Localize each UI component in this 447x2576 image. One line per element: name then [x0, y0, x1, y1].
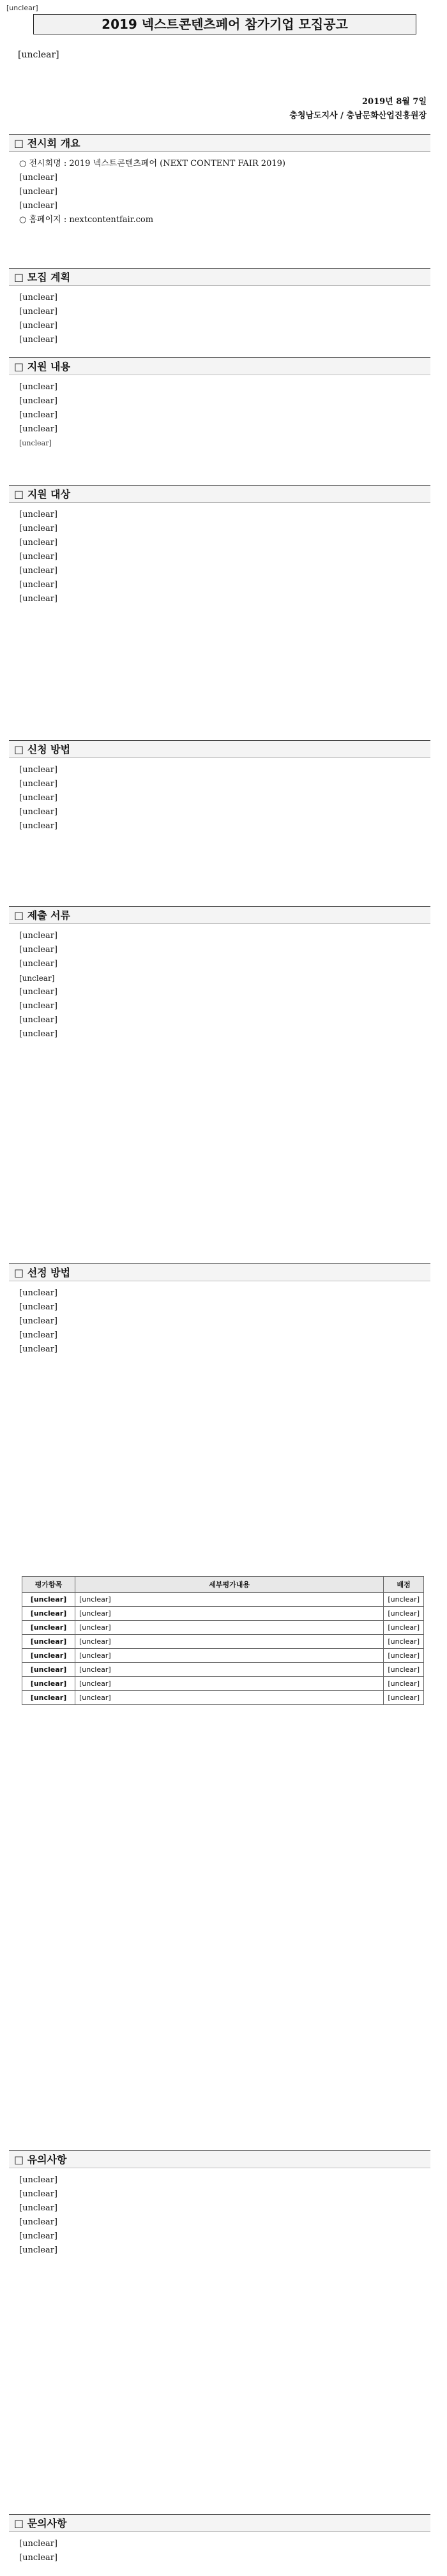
table-cell: [unclear] — [75, 1663, 384, 1677]
intro-paragraph: [unclear] — [18, 50, 59, 60]
table-row — [22, 1691, 424, 1705]
table-cell: [unclear] — [22, 1607, 75, 1621]
table-header-row — [22, 1577, 424, 1593]
table-cell: [unclear] — [384, 1635, 424, 1649]
table-cell: [unclear] — [75, 1635, 384, 1649]
table-cell: [unclear] — [384, 1677, 424, 1691]
section-overview-heading: □ 전시회 개요 — [9, 134, 430, 152]
table-cell: [unclear] — [22, 1621, 75, 1635]
page-title-text: 2019 넥스트콘텐츠페어 참가기업 모집공고 — [102, 17, 348, 32]
section-plan-body: [unclear] [unclear] [unclear] [unclear] — [19, 293, 57, 345]
table-header-detail: 세부평가내용 — [75, 1577, 384, 1593]
section-docs-body: [unclear] [unclear] [unclear] [unclear] [unclear] [unclear] [unclear] [unclear] — [19, 931, 57, 1039]
header-line: [unclear] — [6, 4, 38, 12]
section-cautions-heading: □ 유의사항 — [9, 2150, 430, 2168]
table-cell: [unclear] — [384, 1691, 424, 1705]
table-row — [22, 1635, 424, 1649]
table-cell: [unclear] — [384, 1607, 424, 1621]
table-row — [22, 1607, 424, 1621]
section-target-body: [unclear] [unclear] [unclear] [unclear] [unclear] [unclear] [unclear] — [19, 510, 57, 604]
table-cell: [unclear] — [384, 1663, 424, 1677]
section-overview-body: ○ 전시회명 : 2019 넥스트콘텐츠페어 (NEXT CONTENT FAIR 2019) [unclear] [unclear] [unclear] ○ 홈페이지 : nextcontentfair.com — [19, 159, 285, 225]
section-target-heading: □ 지원 대상 — [9, 485, 430, 503]
table-cell: [unclear] — [384, 1649, 424, 1663]
table-cell: [unclear] — [75, 1691, 384, 1705]
table-row — [22, 1649, 424, 1663]
section-support-body: [unclear] [unclear] [unclear] [unclear] [unclear] — [19, 382, 57, 447]
section-plan-heading: □ 모집 계획 — [9, 268, 430, 286]
section-contact-heading: □ 문의사항 — [9, 2514, 430, 2532]
table-cell: [unclear] — [384, 1593, 424, 1607]
table-row — [22, 1593, 424, 1607]
section-selection-heading: □ 선정 방법 — [9, 1263, 430, 1281]
table-row — [22, 1663, 424, 1677]
table-cell: [unclear] — [384, 1621, 424, 1635]
table-cell: [unclear] — [75, 1621, 384, 1635]
section-docs-heading: □ 제출 서류 — [9, 906, 430, 924]
section-selection-body: [unclear] [unclear] [unclear] [unclear] [unclear] — [19, 1288, 57, 1354]
table-header-score: 배점 — [384, 1577, 424, 1593]
section-contact-body: [unclear] [unclear] — [19, 2539, 57, 2563]
table-cell: [unclear] — [75, 1649, 384, 1663]
table-cell: [unclear] — [75, 1593, 384, 1607]
table-cell: [unclear] — [22, 1691, 75, 1705]
table-cell: [unclear] — [75, 1677, 384, 1691]
table-row — [22, 1677, 424, 1691]
section-apply-heading: □ 신청 방법 — [9, 740, 430, 758]
table-header-category: 평가항목 — [22, 1577, 75, 1593]
table-cell: [unclear] — [22, 1635, 75, 1649]
table-cell: [unclear] — [22, 1677, 75, 1691]
announcement-date: 2019년 8월 7일 — [362, 97, 427, 107]
evaluation-table — [22, 1576, 424, 1705]
issuing-organizations: 충청남도지사 / 충남문화산업진흥원장 — [289, 111, 427, 121]
table-row — [22, 1621, 424, 1635]
table-cell: [unclear] — [22, 1663, 75, 1677]
table-cell: [unclear] — [22, 1593, 75, 1607]
section-apply-body: [unclear] [unclear] [unclear] [unclear] [unclear] — [19, 765, 57, 831]
section-cautions-body: [unclear] [unclear] [unclear] [unclear] [unclear] [unclear] — [19, 2175, 57, 2255]
section-support-heading: □ 지원 내용 — [9, 357, 430, 375]
table-cell: [unclear] — [75, 1607, 384, 1621]
page-title — [33, 14, 416, 34]
table-cell: [unclear] — [22, 1649, 75, 1663]
